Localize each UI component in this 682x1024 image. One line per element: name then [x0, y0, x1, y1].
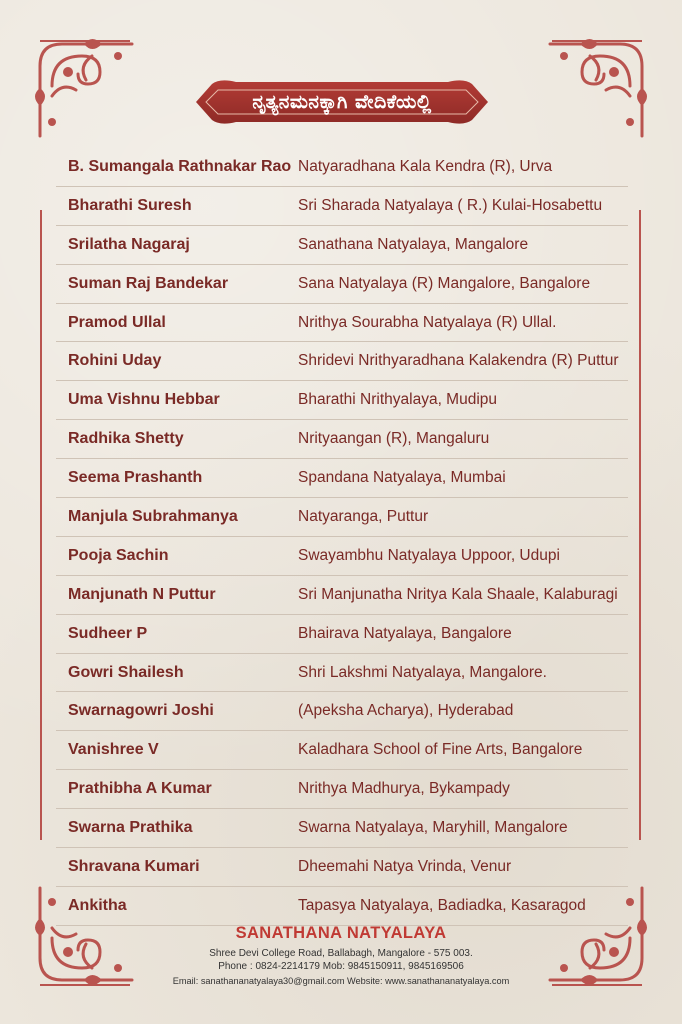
performer-school: Natyaranga, Puttur [298, 507, 429, 525]
list-item [56, 420, 628, 459]
organization-address: Shree Devi College Road, Ballabagh, Mangalore - 575 003. [209, 948, 473, 959]
performer-name: Shravana Kumari [68, 857, 200, 875]
performer-school: Nrityaangan (R), Mangaluru [298, 430, 490, 448]
list-item [56, 654, 628, 693]
list-item [56, 187, 628, 226]
list-item [56, 576, 628, 615]
list-item [56, 770, 628, 809]
performer-school: Shridevi Nrithyaradhana Kalakendra (R) Puttur [298, 352, 619, 370]
list-item [56, 381, 628, 420]
list-item [56, 848, 628, 887]
organization-contact: Email: sanathananatyalaya30@gmail.com Website: www.sanathananatyalaya.com [172, 976, 510, 986]
performer-school: Sanathana Natyalaya, Mangalore [298, 235, 529, 253]
performer-name: Seema Prashanth [68, 469, 203, 487]
performer-name: B. Sumangala Rathnakar Rao [68, 157, 292, 175]
performer-school: Nrithya Madhurya, Bykampady [298, 780, 510, 798]
performer-name: Sudheer P [68, 624, 148, 642]
performer-school: Sana Natyalaya (R) Mangalore, Bangalore [298, 274, 591, 292]
performer-school: Sri Manjunatha Nritya Kala Shaale, Kalaburagi [298, 585, 618, 603]
organization-phone: Phone : 0824-2214179 Mob: 9845150911, 9845169506 [218, 961, 464, 972]
title-ribbon [196, 76, 488, 128]
performer-school: Tapasya Natyalaya, Badiadka, Kasaragod [298, 896, 586, 914]
border-line [639, 210, 641, 840]
performer-school: Swayambhu Natyalaya Uppoor, Udupi [298, 546, 560, 564]
performer-school: Bharathi Nrithyalaya, Mudipu [298, 391, 498, 409]
list-item [56, 537, 628, 576]
performer-name: Bharathi Suresh [68, 196, 192, 214]
corner-ornament-icon [22, 26, 142, 146]
list-item [56, 459, 628, 498]
organization-name: SANATHANA NATYALAYA [235, 924, 447, 942]
performer-name: Swarna Prathika [68, 819, 193, 837]
list-item [56, 498, 628, 537]
performer-name: Uma Vishnu Hebbar [68, 391, 220, 409]
performer-name: Rohini Uday [68, 352, 162, 370]
performer-school: Sri Sharada Natyalaya ( R.) Kulai-Hosabettu [298, 196, 603, 214]
list-item [56, 731, 628, 770]
performer-school: Nrithya Sourabha Natyalaya (R) Ullal. [298, 313, 557, 331]
performer-name: Manjula Subrahmanya [68, 507, 238, 525]
performer-list [56, 148, 628, 926]
performer-school: Bhairava Natyalaya, Bangalore [298, 624, 512, 642]
page-title: ನೃತ್ಯನಮನಕ್ಕಾಗಿ ವೇದಿಕೆಯಲ್ಲಿ [252, 91, 432, 113]
list-item [56, 304, 628, 343]
performer-school: Kaladhara School of Fine Arts, Bangalore [298, 741, 583, 759]
footer [100, 924, 582, 988]
list-item [56, 887, 628, 926]
performer-name: Gowri Shailesh [68, 663, 184, 681]
performer-name: Ankitha [68, 896, 127, 914]
performer-name: Suman Raj Bandekar [68, 274, 229, 292]
performer-school: Spandana Natyalaya, Mumbai [298, 469, 506, 487]
corner-ornament-icon [540, 26, 660, 146]
border-line [40, 210, 42, 840]
performer-school: Dheemahi Natya Vrinda, Venur [298, 857, 512, 875]
list-item [56, 809, 628, 848]
performer-name: Pooja Sachin [68, 546, 169, 564]
list-item [56, 148, 628, 187]
performer-name: Pramod Ullal [68, 313, 166, 331]
performer-name: Prathibha A Kumar [68, 780, 212, 798]
performer-name: Manjunath N Puttur [68, 585, 216, 603]
list-item [56, 692, 628, 731]
performer-school: Natyaradhana Kala Kendra (R), Urva [298, 157, 553, 175]
performer-school: (Apeksha Acharya), Hyderabad [298, 702, 514, 720]
performer-name: Swarnagowri Joshi [68, 702, 214, 720]
list-item [56, 615, 628, 654]
list-item [56, 265, 628, 304]
performer-name: Vanishree V [68, 741, 159, 759]
list-item [56, 226, 628, 265]
performer-name: Srilatha Nagaraj [68, 235, 190, 253]
performer-school: Swarna Natyalaya, Maryhill, Mangalore [298, 819, 568, 837]
list-item [56, 342, 628, 381]
performer-school: Shri Lakshmi Natyalaya, Mangalore. [298, 663, 547, 681]
performer-name: Radhika Shetty [68, 430, 184, 448]
